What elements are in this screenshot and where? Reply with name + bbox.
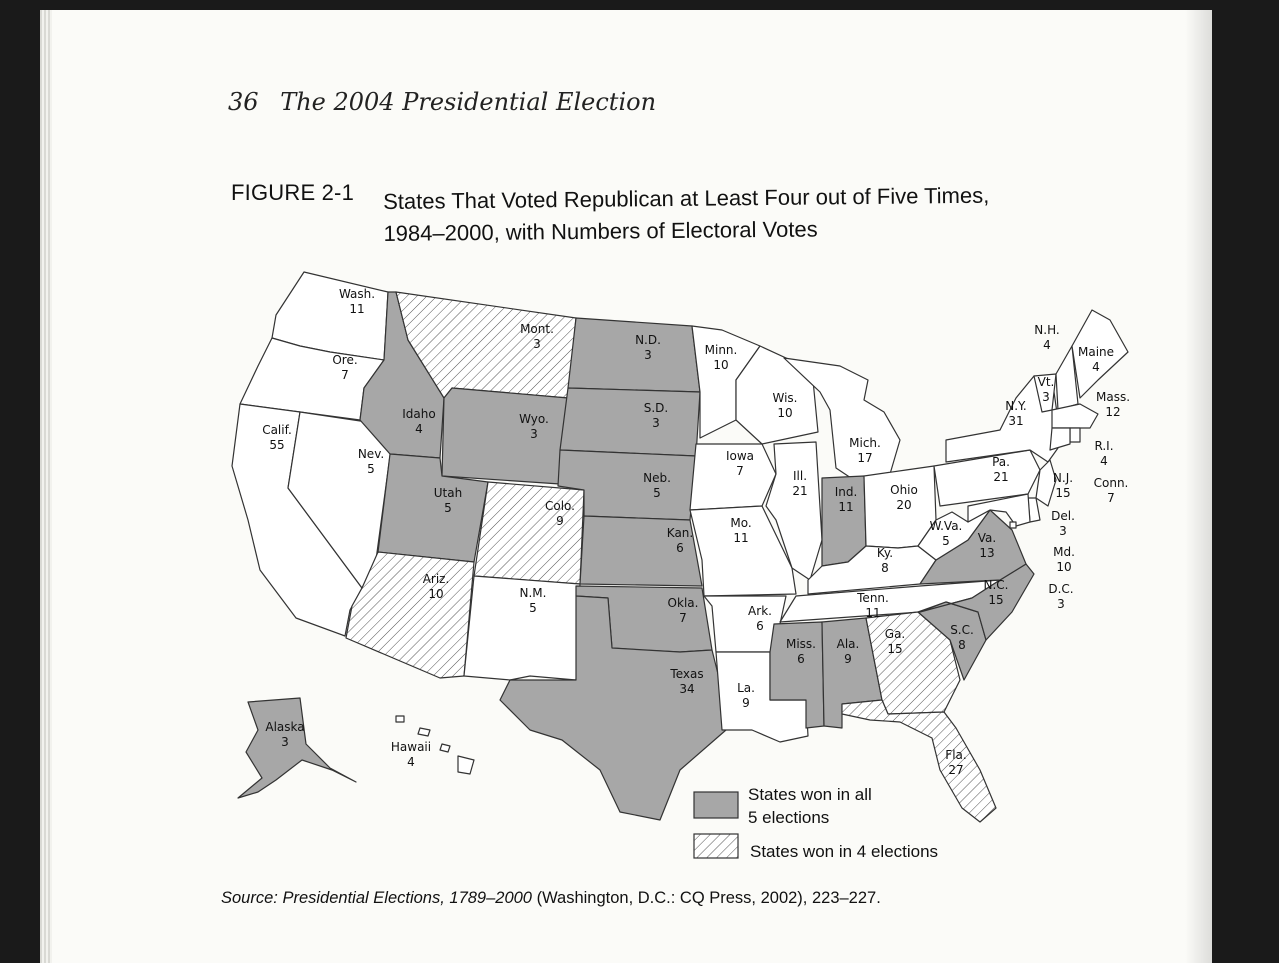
state-ev-co: 9 [556,514,564,528]
state-ev-mo: 11 [733,531,749,545]
state-ev-mn: 10 [713,358,729,372]
state-ev-ma: 12 [1105,405,1121,419]
state-ev-nj: 15 [1055,486,1071,500]
state-ev-il: 21 [792,484,808,498]
state-ev-in: 11 [838,500,854,514]
source-prefix: Source: [221,889,278,907]
state-ev-ms: 6 [797,652,805,666]
state-wy [442,388,568,484]
state-label-md: Md. [1053,545,1075,559]
state-dc [1010,522,1016,528]
state-ev-ct: 7 [1107,491,1115,505]
source-book-title: Presidential Elections, 1789–2000 [282,889,532,907]
state-ct [1050,428,1070,450]
state-label-ny: N.Y. [1005,399,1027,413]
source-details: (Washington, D.C.: CQ Press, 2002), 223–227. [531,889,881,907]
state-label-hi: Hawaii [390,740,432,754]
state-label-mt: Mont. [520,322,554,336]
state-ev-vt: 3 [1042,390,1050,404]
figure-source [221,889,881,908]
state-ev-wv: 5 [942,534,950,548]
state-ev-ar: 6 [756,619,764,633]
state-label-ca: Calif. [262,423,292,437]
state-ev-tn: 11 [865,606,881,620]
state-ak [238,698,356,798]
state-label-il: Ill. [792,469,808,483]
state-label-nd: N.D. [635,333,661,347]
state-ev-ne: 5 [653,486,661,500]
state-label-me: Maine [1077,345,1115,359]
state-label-tx: Texas [670,667,704,681]
state-sd [560,388,700,456]
state-ev-al: 9 [844,652,852,666]
state-label-nm: N.M. [519,586,547,600]
legend-swatch-won-all [694,792,738,818]
state-label-pa: Pa. [992,455,1010,469]
state-co [474,482,584,584]
state-ev-nh: 4 [1043,338,1051,352]
state-label-ks: Kan. [666,526,694,540]
state-label-ri: R.I. [1094,439,1114,453]
state-label-ky: Ky. [876,546,894,560]
map-legend [694,785,938,861]
state-label-nh: N.H. [1034,323,1060,337]
state-label-mi: Mich. [849,436,881,450]
state-ev-mt: 3 [533,337,541,351]
state-ev-de: 3 [1059,524,1067,538]
state-label-wi: Wis. [772,391,798,405]
state-ev-tx: 34 [679,682,695,696]
state-label-wy: Wyo. [519,412,549,426]
state-label-in: Ind. [834,485,858,499]
legend-won-four: States won in 4 elections [750,842,939,861]
hawaii-island-2 [440,744,450,752]
state-label-ia: Iowa [725,449,755,463]
state-ev-ga: 15 [887,642,903,656]
state-label-oh: Ohio [890,483,918,497]
state-label-tn: Tenn. [857,591,889,605]
state-label-vt: Vt. [1037,375,1055,389]
state-ev-nd: 3 [644,348,652,362]
state-ev-md: 10 [1056,560,1072,574]
state-label-ms: Miss. [785,637,817,651]
page-number: 36 [228,88,259,116]
state-hi [458,756,474,774]
state-ev-nm: 5 [529,601,537,615]
state-label-co: Colo. [545,499,575,513]
state-ev-me: 4 [1092,360,1100,374]
state-ev-va: 13 [979,546,995,560]
state-ev-oh: 20 [896,498,912,512]
state-label-ar: Ark. [748,604,772,618]
state-label-sd: S.D. [643,401,669,415]
state-label-dc: D.C. [1048,582,1074,596]
state-ev-ks: 6 [676,541,684,555]
state-label-ak: Alaska [265,720,305,734]
state-ev-wa: 11 [349,302,365,316]
figure-label: FIGURE 2-1 [231,180,355,205]
state-ev-dc: 3 [1057,597,1065,611]
state-ri [1070,428,1080,442]
state-nd [568,318,700,392]
legend-swatch-won-four [694,834,738,858]
state-label-id: Idaho [402,407,436,421]
state-label-al: Ala. [836,637,860,651]
state-label-nv: Nev. [357,447,385,461]
state-label-la: La. [737,681,755,695]
state-ev-hi: 4 [407,755,415,769]
running-head-title: The 2004 Presidential Election [280,88,657,116]
state-label-nc: N.C. [983,578,1009,592]
state-label-wv: W.Va. [929,519,963,533]
state-ev-wi: 10 [777,406,793,420]
state-label-sc: S.C. [950,623,974,637]
figure-title-line-2: 1984–2000, with Numbers of Electoral Votes [383,216,818,246]
state-ev-pa: 21 [993,470,1009,484]
state-ev-ok: 7 [679,611,687,625]
state-label-fl: Fla. [945,748,967,762]
state-label-ga: Ga. [884,627,906,641]
state-label-va: Va. [977,531,997,545]
state-ev-ca: 55 [269,438,285,452]
state-ev-ri: 4 [1100,454,1108,468]
state-ev-az: 10 [428,587,444,601]
state-ev-ia: 7 [736,464,744,478]
state-ev-ak: 3 [281,735,289,749]
state-ev-nv: 5 [367,462,375,476]
state-ev-ny: 31 [1008,414,1024,428]
state-label-mn: Minn. [704,343,738,357]
state-label-ne: Neb. [643,471,671,485]
state-label-wa: Wash. [338,287,376,301]
state-label-mo: Mo. [730,516,752,530]
state-ev-wy: 3 [530,427,538,441]
state-label-ut: Utah [433,486,463,500]
legend-won-all-line-2: 5 elections [748,808,830,827]
state-ev-or: 7 [341,368,349,382]
state-ev-mi: 17 [857,451,873,465]
state-ev-fl: 27 [948,763,964,777]
state-label-or: Ore. [332,353,358,367]
figure-title-line-1: States That Voted Republican at Least Four out of Five Times, [383,182,990,214]
state-label-nj: N.J. [1052,471,1074,485]
state-ev-sd: 3 [652,416,660,430]
state-label-az: Ariz. [422,572,450,586]
state-ev-ky: 8 [881,561,889,575]
state-ev-id: 4 [415,422,423,436]
state-ev-ut: 5 [444,501,452,515]
hawaii-island-3 [418,728,430,736]
state-label-ok: Okla. [667,596,699,610]
legend-won-all-line-1: States won in all [748,785,872,804]
state-label-ma: Mass. [1095,390,1131,404]
state-ev-la: 9 [742,696,750,710]
state-label-de: Del. [1051,509,1075,523]
state-label-ct: Conn. [1093,476,1129,490]
state-ev-nc: 15 [988,593,1004,607]
hawaii-island-4 [396,716,404,722]
state-ev-sc: 8 [958,638,966,652]
